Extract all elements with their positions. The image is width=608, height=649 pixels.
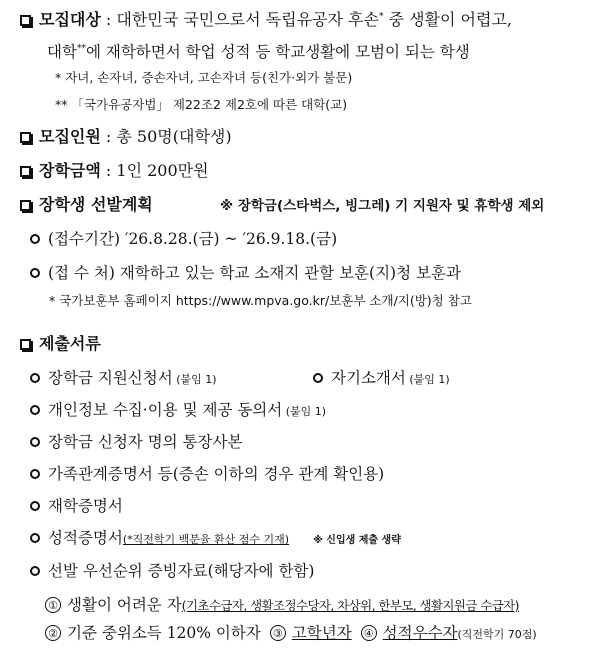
- circle-bullet-icon: [30, 566, 40, 576]
- recruit-target-note1: * 자녀, 손자녀, 증손자녀, 고손자녀 등(친가·외가 불문): [55, 70, 353, 85]
- circle-bullet-icon: [313, 373, 323, 383]
- selection-plan-line: [20, 194, 153, 216]
- documents-line: [20, 333, 101, 355]
- document-item: 자기소개서 (붙임 1): [313, 367, 450, 391]
- place-value: 재학하고 있는 학교 소재지 관할 보훈(지)청 보훈과: [114, 264, 461, 282]
- period-value: ′26.8.28.(금) ~ ′26.9.18.(금): [120, 230, 338, 248]
- circle-bullet-icon: [30, 234, 40, 244]
- scholarship-amount-line: [20, 160, 209, 182]
- website-note: * 국가보훈부 홈페이지 https://www.mpva.go.kr/보훈부 소개/지(방)청 참고: [49, 293, 472, 308]
- recruit-target-line2: 대학**에 재학하면서 학업 성적 등 학교생활에 모범이 되는 학생: [47, 43, 470, 61]
- recruit-target-heading: 모집대상: [39, 10, 101, 29]
- document-item: 선발 우선순위 증빙자료(해당자에 한함): [30, 560, 314, 582]
- square-bullet-icon: [20, 15, 31, 26]
- square-bullet-icon: [20, 132, 31, 143]
- selection-period-line: [30, 228, 337, 250]
- scholarship-amount-heading: 장학금액: [39, 161, 101, 180]
- period-label: (접수기간): [48, 230, 120, 248]
- circle-bullet-icon: [30, 437, 40, 447]
- circle-bullet-icon: [30, 405, 40, 415]
- number-one-icon: ①: [45, 597, 61, 613]
- recruit-target-note2: ** 「국가유공자법」 제22조2 제2호에 따른 대학(교): [55, 97, 348, 112]
- number-two-icon: ②: [45, 625, 61, 641]
- circle-bullet-icon: [30, 373, 40, 383]
- recruit-count-value: : 총 50명(대학생): [100, 127, 232, 146]
- document-item: 가족관계증명서 등(증손 이하의 경우 관계 확인용): [30, 463, 384, 485]
- circle-bullet-icon: [30, 268, 40, 278]
- document-item: 장학금 신청자 명의 통장사본: [30, 431, 242, 453]
- selection-plan-heading: 장학생 선발계획: [39, 195, 153, 214]
- recruit-target-line1: 모집대상 : 대한민국 국민으로서 독립유공자 후손* 중 생활이 어렵고,: [20, 6, 512, 31]
- priority-line-2: ② 기준 중위소득 120% 이하자 ③ 고학년자 ④ 성적우수자(직전학기 70점): [45, 622, 537, 646]
- circle-bullet-icon: [30, 533, 40, 543]
- document-item: 개인정보 수집·이용 및 제공 동의서 (붙임 1): [30, 399, 326, 423]
- document-item: 재학증명서: [30, 495, 123, 517]
- scholarship-amount-value: : 1인 200만원: [100, 161, 209, 180]
- document-item: 성적증명서(*직전학기 백분율 환산 점수 기재) ※ 신입생 제출 생략: [30, 527, 401, 552]
- priority-line-1: ① 생활이 어려운 자(기초수급자, 생활조정수당자, 차상위, 한부모, 생활지원금 수급자): [45, 594, 519, 617]
- number-four-icon: ④: [361, 625, 377, 641]
- place-label: (접 수 처): [48, 264, 115, 282]
- circle-bullet-icon: [30, 469, 40, 479]
- recruit-count-line: [20, 126, 232, 148]
- square-bullet-icon: [20, 166, 31, 177]
- square-bullet-icon: [20, 200, 31, 211]
- selection-place-line: [30, 262, 461, 284]
- recruit-count-heading: 모집인원: [39, 127, 101, 146]
- documents-heading: 제출서류: [39, 334, 101, 353]
- selection-plan-exclusion: ※ 장학금(스타벅스, 빙그레) 기 지원자 및 휴학생 제외: [220, 198, 545, 214]
- document-item: 장학금 지원신청서 (붙임 1): [30, 367, 217, 391]
- number-three-icon: ③: [270, 625, 286, 641]
- circle-bullet-icon: [30, 501, 40, 511]
- square-bullet-icon: [20, 339, 31, 350]
- recruit-target-text: 대한민국 국민으로서 독립유공자 후손: [116, 10, 379, 29]
